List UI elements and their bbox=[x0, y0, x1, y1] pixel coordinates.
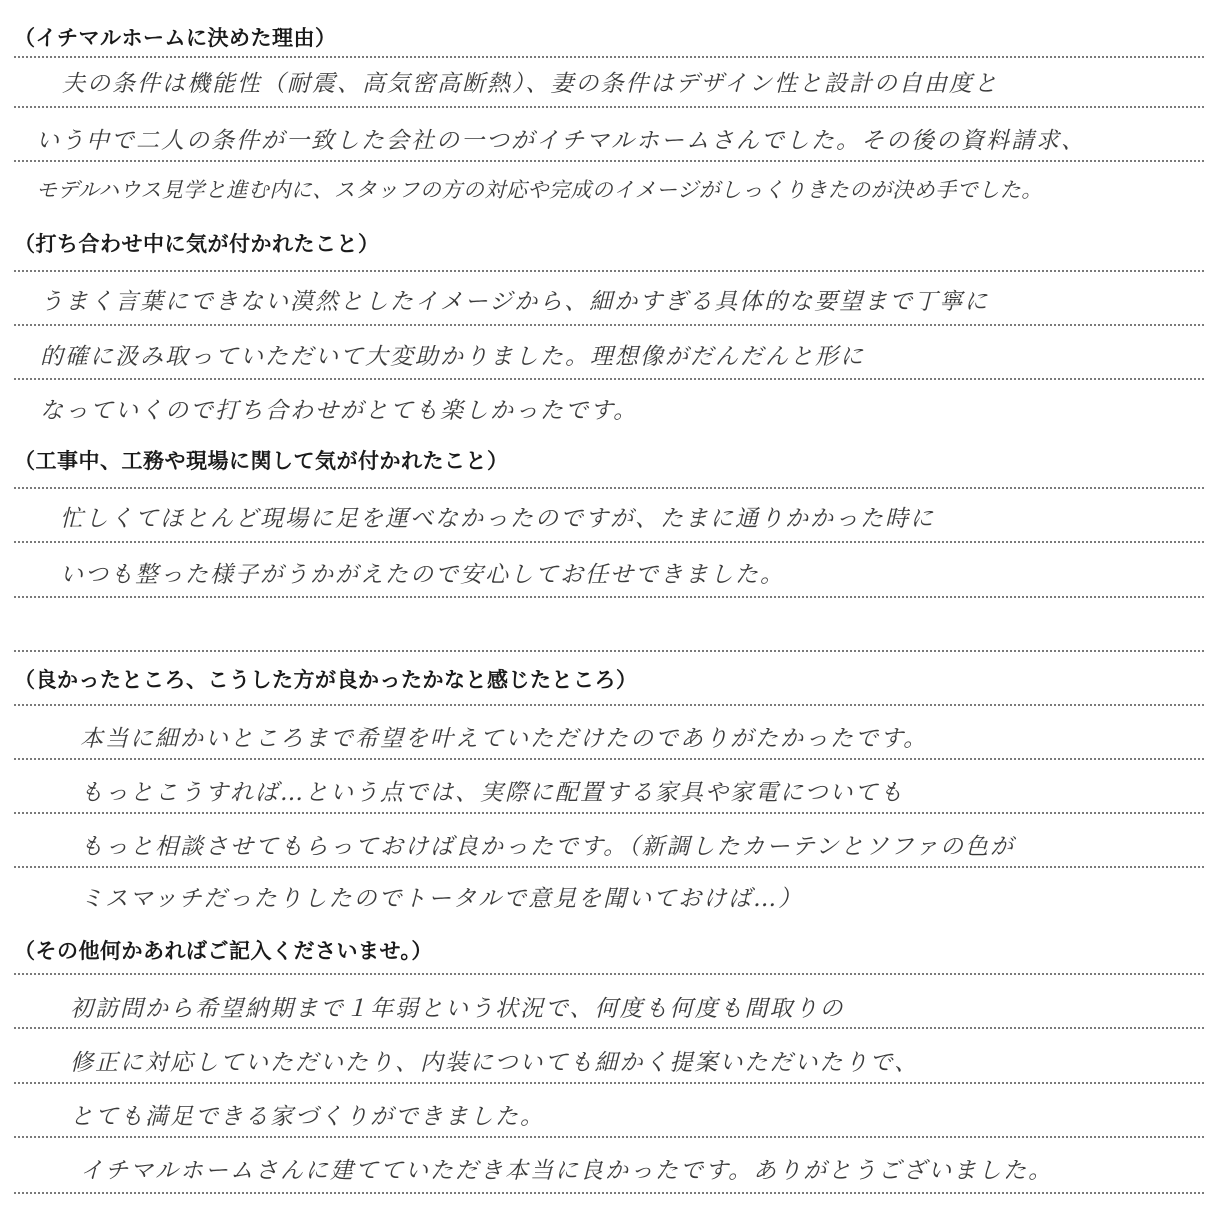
ruled-line bbox=[14, 541, 1204, 543]
handwritten-line: モデルハウス見学と進む内に、スタッフの方の対応や完成のイメージがしっくりきたのが決め手でした。 bbox=[36, 178, 1043, 202]
handwritten-line: いつも整った様子がうかがえたので安心してお任せできました。 bbox=[60, 562, 785, 588]
handwritten-line: なっていくので打ち合わせがとても楽しかったです。 bbox=[40, 398, 639, 424]
handwritten-line: もっと相談させてもらっておけば良かったです。（新調したカーテンとソファの色が bbox=[80, 834, 1016, 860]
handwritten-line: 本当に細かいところまで希望を叶えていただけたのでありがたかったです。 bbox=[80, 726, 929, 752]
ruled-line bbox=[14, 704, 1204, 706]
section-heading-feedback: （良かったところ、こうした方が良かったかなと感じたところ） bbox=[14, 668, 638, 692]
ruled-line bbox=[14, 650, 1204, 652]
handwritten-line: ミスマッチだったりしたのでトータルで意見を聞いておけば…） bbox=[80, 886, 804, 912]
section-heading-construction: （工事中、工務や現場に関して気が付かれたこと） bbox=[14, 449, 509, 473]
ruled-line bbox=[14, 1136, 1204, 1138]
handwritten-line: うまく言葉にできない漠然としたイメージから、細かすぎる具体的な要望まで丁寧に bbox=[40, 289, 990, 315]
ruled-line bbox=[14, 758, 1204, 760]
handwritten-line: 的確に汲み取っていただいて大変助かりました。理想像がだんだんと形に bbox=[40, 344, 865, 370]
handwritten-line: とても満足できる家づくりができました。 bbox=[70, 1104, 545, 1130]
ruled-line bbox=[14, 1027, 1204, 1029]
handwritten-line: 初訪問から希望納期まで１年弱という状況で、何度も何度も間取りの bbox=[70, 996, 845, 1022]
ruled-line bbox=[14, 324, 1204, 326]
handwritten-line: 夫の条件は機能性（耐震、高気密高断熱）、妻の条件はデザイン性と設計の自由度と bbox=[62, 71, 999, 97]
ruled-line bbox=[14, 270, 1204, 272]
section-heading-meeting: （打ち合わせ中に気が付かれたこと） bbox=[14, 232, 380, 256]
handwritten-line: 修正に対応していただいたり、内装についても細かく提案いただいたりで、 bbox=[70, 1050, 920, 1076]
ruled-line bbox=[14, 160, 1204, 162]
ruled-line bbox=[14, 866, 1204, 868]
handwritten-line: イチマルホームさんに建てていただき本当に良かったです。ありがとうございました。 bbox=[80, 1158, 1054, 1184]
ruled-line bbox=[14, 1082, 1204, 1084]
handwritten-line: いう中で二人の条件が一致した会社の一つがイチマルホームさんでした。その後の資料請求、 bbox=[36, 128, 1086, 154]
ruled-line bbox=[14, 378, 1204, 380]
handwritten-line: 忙しくてほとんど現場に足を運べなかったのですが、たまに通りかかった時に bbox=[60, 506, 935, 532]
ruled-line bbox=[14, 106, 1204, 108]
ruled-line bbox=[14, 487, 1204, 489]
section-heading-reason: （イチマルホームに決めた理由） bbox=[14, 26, 337, 50]
section-heading-other: （その他何かあればご記入くださいませ。） bbox=[14, 939, 433, 963]
ruled-line bbox=[14, 596, 1204, 598]
ruled-line bbox=[14, 1192, 1204, 1194]
ruled-line bbox=[14, 812, 1204, 814]
ruled-line bbox=[14, 973, 1204, 975]
ruled-line bbox=[14, 56, 1204, 58]
handwritten-line: もっとこうすれば…という点では、実際に配置する家具や家電についても bbox=[80, 780, 905, 806]
